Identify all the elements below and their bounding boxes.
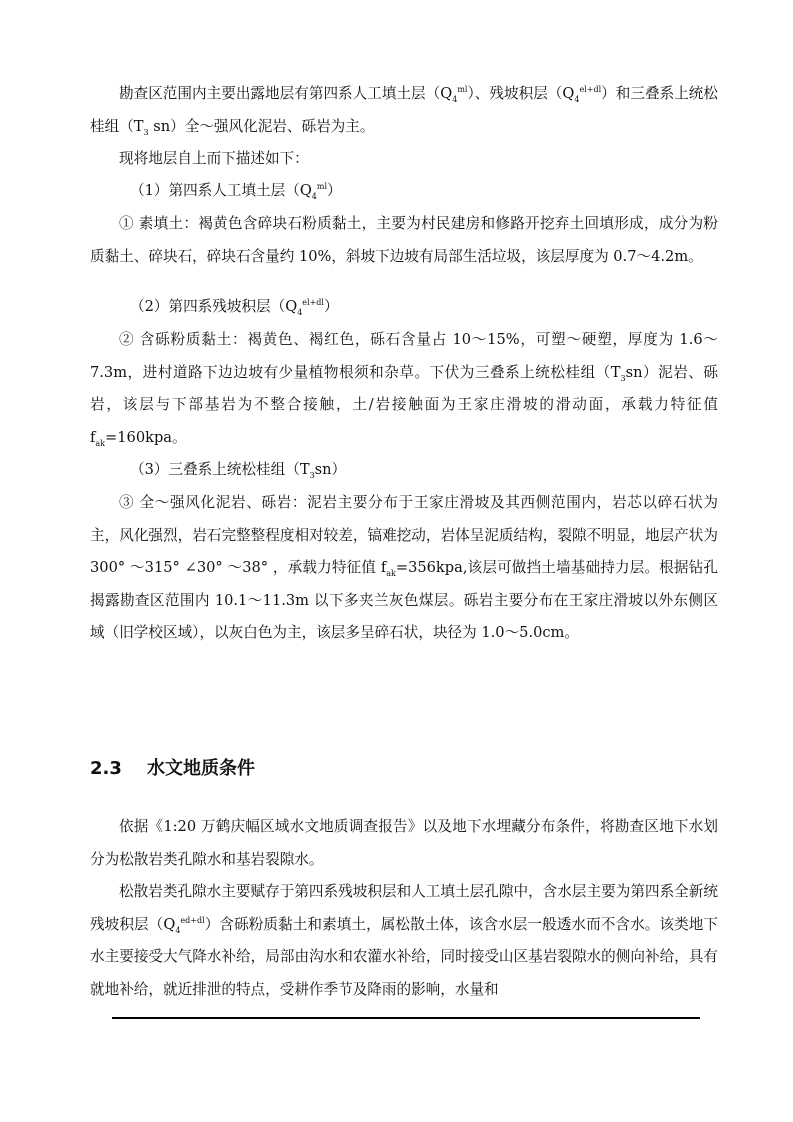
subscript: 3 bbox=[309, 470, 315, 480]
subscript: ak bbox=[95, 438, 106, 448]
text-run: sn）泥岩、砾岩，该层与下部基岩为不整合接触，土/岩接触面为王家庄滑坡的滑动面，承载力特征值 f bbox=[90, 363, 718, 446]
hydro-paragraph-2 bbox=[90, 876, 718, 1006]
subscript: 4 bbox=[311, 191, 317, 201]
subscript: 4 bbox=[175, 925, 181, 935]
superscript: ed+dl bbox=[180, 915, 205, 925]
superscript: el+dl bbox=[579, 85, 602, 95]
subscript: 4 bbox=[297, 307, 303, 317]
footer-rule bbox=[112, 1017, 700, 1019]
layer1-title bbox=[130, 175, 718, 208]
layer2-title bbox=[130, 291, 718, 324]
superscript: ml bbox=[457, 85, 468, 95]
paragraph-description-intro: 现将地层自上而下描述如下： bbox=[119, 150, 309, 167]
subscript: 4 bbox=[574, 94, 580, 104]
text-run: sn） bbox=[314, 461, 347, 478]
text-run: 勘查区范围内主要出露地层有第四系人工填土层（Q bbox=[119, 85, 453, 102]
text-run: =160kpa。 bbox=[105, 428, 187, 446]
superscript: el+dl bbox=[302, 298, 324, 308]
subscript: 3 bbox=[143, 127, 149, 137]
layer1-body: ① 素填土：褐黄色含碎块石粉质黏土，主要为村民建房和修路开挖弃土回填形成，成分为粉质黏土、碎块石，碎块石含量约 10%，斜坡下边坡有局部生活垃圾，该层厚度为 0.7～4.2m。 bbox=[90, 215, 718, 265]
layer3-title bbox=[130, 454, 718, 487]
text-run: （1）第四系人工填土层（Q bbox=[130, 182, 312, 199]
text-run: ）、残坡积层（Q bbox=[467, 85, 575, 102]
text-run: ）和三叠系上统松桂组（T bbox=[90, 85, 718, 135]
section-number: 2.3 bbox=[90, 758, 122, 779]
subscript: 4 bbox=[452, 94, 458, 104]
subscript: ak bbox=[386, 568, 396, 578]
text-run: ） bbox=[323, 298, 339, 315]
text-run: =356kpa,该层可做挡土墙基础持力层。根据钻孔揭露勘查区范围内 10.1～11.3m 以下多夹兰灰色煤层。砾岩主要分布在王家庄滑坡以外东侧区域（旧学校区域），以灰白色为主，该层多呈碎石状，块径为 1.0～5.0cm。 bbox=[90, 559, 718, 641]
subscript: 3 bbox=[620, 373, 626, 383]
layer2-body bbox=[90, 324, 718, 454]
section-title: 水文地质条件 bbox=[147, 758, 255, 779]
paragraph-strata-intro bbox=[90, 78, 718, 143]
text-run: ② 含砾粉质黏土：褐黄色、褐红色，砾石含量占 10～15%，可塑～硬塑，厚度为 1.6～7.3m，进村道路下边边坡有少量植物根须和杂草。下伏为三叠系上统松桂组（T bbox=[90, 331, 718, 381]
superscript: ml bbox=[316, 182, 328, 192]
text-run: ）含砾粉质黏土和素填土，属松散土体，该含水层一般透水而不含水。该类地下水主要接受大气降水补给，局部由沟水和农灌水补给，同时接受山区基岩裂隙水的侧向补给，具有就地补给，就近排泄的特点，受耕作季节及降雨的影响，水量和 bbox=[90, 915, 718, 998]
text-run: （2）第四系残坡积层（Q bbox=[130, 298, 298, 315]
text-run: （3）三叠系上统松桂组（T bbox=[130, 461, 310, 478]
text-run: ③ 全～强风化泥岩、砾岩：泥岩主要分布于王家庄滑坡及其西侧范围内，岩芯以碎石状为主，风化强烈，岩石完整整程度相对较差，镐难挖动，岩体呈泥质结构，裂隙不明显，地层产状为 300° ～315° ∠30° ～38° ，承载力特征值 f bbox=[90, 494, 718, 576]
text-run: 松散岩类孔隙水主要赋存于第四系残坡积层和人工填土层孔隙中，含水层主要为第四系全新统残坡积层（Q bbox=[90, 883, 718, 933]
text-run: ） bbox=[327, 182, 342, 199]
layer3-body bbox=[90, 487, 718, 650]
section-heading bbox=[90, 757, 255, 781]
text-run: sn）全～强风化泥岩、砾岩为主。 bbox=[148, 117, 375, 135]
hydro-paragraph-1: 依据《1:20 万鹤庆幅区域水文地质调查报告》以及地下水埋藏分布条件，将勘查区地下水划分为松散岩类孔隙水和基岩裂隙水。 bbox=[90, 818, 718, 868]
